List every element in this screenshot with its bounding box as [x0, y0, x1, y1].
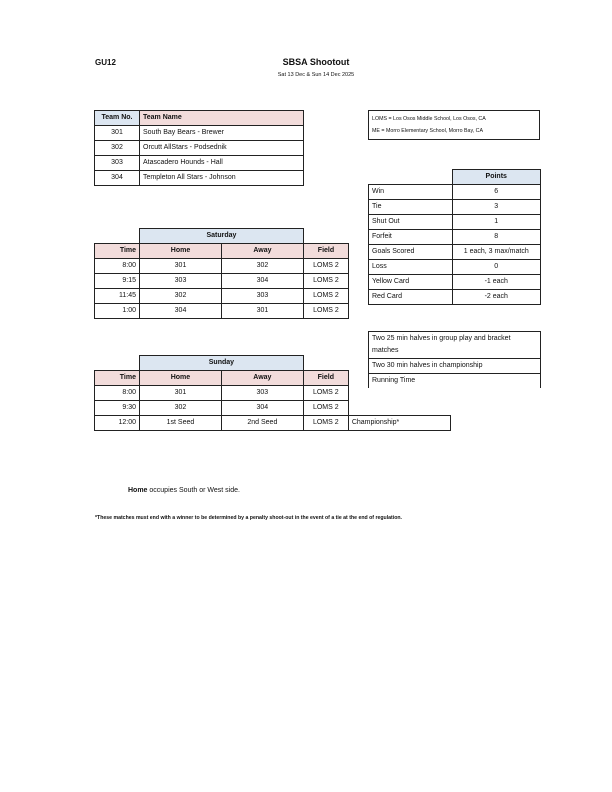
table-row	[95, 386, 451, 401]
home-side-note	[128, 487, 240, 494]
match-away: 304	[221, 274, 303, 289]
points-value: -1 each	[452, 275, 541, 290]
home-header: Home	[140, 244, 222, 259]
match-time: 9:15	[95, 274, 140, 289]
match-home: 1st Seed	[140, 416, 222, 431]
points-value: 1	[452, 215, 541, 230]
time-header: Time	[95, 244, 140, 259]
match-home: 301	[140, 259, 222, 274]
home-note-text: occupies South or West side.	[147, 487, 240, 494]
table-row	[369, 215, 541, 230]
points-header-row	[369, 170, 541, 185]
blank-cell	[348, 386, 450, 401]
team-no-header: Team No.	[95, 111, 140, 126]
home-bold: Home	[128, 487, 148, 494]
table-row	[95, 126, 304, 141]
division-label: GU12	[95, 58, 116, 67]
points-value: 1 each, 3 max/match	[452, 245, 541, 260]
match-time: 8:00	[95, 386, 140, 401]
footnote: *These matches must end with a winner to be determined by a penalty shoot-out in the event of a tie at the end of regulation.	[95, 515, 402, 521]
rule-text: Two 25 min halves in group play and bracket matches	[369, 332, 541, 359]
match-time: 11:45	[95, 289, 140, 304]
points-header: Points	[452, 170, 541, 185]
match-home: 302	[140, 289, 222, 304]
points-label: Goals Scored	[369, 245, 453, 260]
match-home: 304	[140, 304, 222, 319]
home-header: Home	[140, 371, 222, 386]
team-name: Templeton All Stars - Johnson	[140, 171, 304, 186]
match-away: 2nd Seed	[221, 416, 303, 431]
team-name: Orcutt AllStars - Podsednik	[140, 141, 304, 156]
field-header: Field	[303, 244, 348, 259]
match-field: LOMS 2	[303, 274, 348, 289]
points-label: Loss	[369, 260, 453, 275]
table-row	[95, 289, 349, 304]
rule-text: Two 30 min halves in championship	[369, 359, 541, 374]
match-time: 12:00	[95, 416, 140, 431]
points-label: Shut Out	[369, 215, 453, 230]
match-away: 304	[221, 401, 303, 416]
table-row	[95, 141, 304, 156]
points-label: Tie	[369, 200, 453, 215]
saturday-column-headers	[95, 244, 349, 259]
points-value: 8	[452, 230, 541, 245]
points-value: -2 each	[452, 290, 541, 305]
team-name: South Bay Bears - Brewer	[140, 126, 304, 141]
sunday-header: Sunday	[140, 356, 304, 371]
match-field: LOMS 2	[303, 259, 348, 274]
points-table	[368, 169, 541, 305]
blank-cell	[348, 401, 450, 416]
match-field: LOMS 2	[303, 386, 348, 401]
table-row	[95, 416, 451, 431]
match-field: LOMS 2	[303, 416, 348, 431]
team-no: 304	[95, 171, 140, 186]
away-header: Away	[221, 371, 303, 386]
legend-line: LOMS = Los Osos Middle School, Los Osos, CA	[372, 116, 486, 122]
team-no: 301	[95, 126, 140, 141]
table-row	[369, 290, 541, 305]
team-no: 303	[95, 156, 140, 171]
match-away: 303	[221, 386, 303, 401]
match-away: 303	[221, 289, 303, 304]
points-value: 6	[452, 185, 541, 200]
sunday-schedule	[94, 355, 451, 431]
blank-cell	[348, 356, 450, 371]
match-time: 9:30	[95, 401, 140, 416]
page-title: SBSA Shootout	[282, 57, 350, 67]
table-row	[369, 260, 541, 275]
sunday-column-headers	[95, 371, 451, 386]
legend-line: ME = Morro Elementary School, Morro Bay, CA	[372, 128, 484, 134]
points-label: Yellow Card	[369, 275, 453, 290]
match-home: 301	[140, 386, 222, 401]
table-row	[369, 230, 541, 245]
table-row	[369, 185, 541, 200]
points-label: Red Card	[369, 290, 453, 305]
field-legend	[368, 110, 540, 140]
match-home: 302	[140, 401, 222, 416]
points-blank-cell	[369, 170, 453, 185]
table-row	[369, 245, 541, 260]
sunday-day-row	[95, 356, 451, 371]
away-header: Away	[221, 244, 303, 259]
field-header: Field	[303, 371, 348, 386]
blank-cell	[348, 371, 450, 386]
time-header: Time	[95, 371, 140, 386]
table-row	[95, 259, 349, 274]
team-no: 302	[95, 141, 140, 156]
blank-cell	[95, 356, 140, 371]
points-label: Win	[369, 185, 453, 200]
match-away: 302	[221, 259, 303, 274]
table-row	[369, 275, 541, 290]
team-name-header: Team Name	[140, 111, 304, 126]
teams-header-row	[95, 111, 304, 126]
table-row	[369, 200, 541, 215]
table-row	[95, 156, 304, 171]
points-value: 0	[452, 260, 541, 275]
team-name: Atascadero Hounds - Hall	[140, 156, 304, 171]
match-note: Championship*	[348, 416, 450, 431]
match-field: LOMS 2	[303, 289, 348, 304]
blank-cell	[303, 229, 348, 244]
match-away: 301	[221, 304, 303, 319]
table-row	[95, 401, 451, 416]
blank-cell	[303, 356, 348, 371]
match-field: LOMS 2	[303, 401, 348, 416]
saturday-day-row	[95, 229, 349, 244]
event-dates: Sat 13 Dec & Sun 14 Dec 2025	[277, 72, 355, 78]
table-row	[95, 274, 349, 289]
saturday-schedule	[94, 228, 349, 319]
match-field: LOMS 2	[303, 304, 348, 319]
rule-text: Running Time	[369, 374, 541, 389]
points-label: Forfeit	[369, 230, 453, 245]
blank-cell	[95, 229, 140, 244]
match-time: 1:00	[95, 304, 140, 319]
saturday-header: Saturday	[140, 229, 304, 244]
points-value: 3	[452, 200, 541, 215]
teams-table	[94, 110, 304, 186]
table-row	[95, 304, 349, 319]
table-row	[95, 171, 304, 186]
match-time: 8:00	[95, 259, 140, 274]
match-home: 303	[140, 274, 222, 289]
